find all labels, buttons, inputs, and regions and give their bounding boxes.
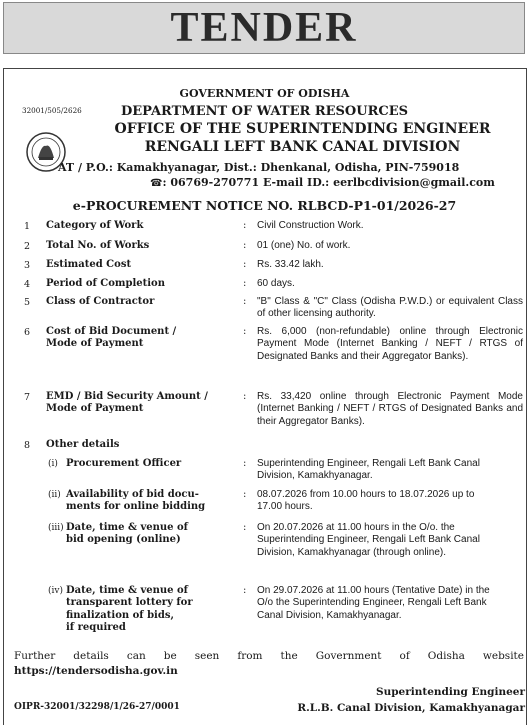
colon: :	[243, 240, 247, 251]
signatory-division: R.L.B. Canal Division, Kamakhyanagar	[297, 702, 525, 714]
item-number: 8	[24, 440, 31, 451]
item-label	[46, 391, 208, 415]
website-link[interactable]: https://tendersodisha.gov.in	[14, 665, 178, 677]
item-number: 1	[24, 221, 31, 232]
colon: :	[243, 278, 247, 289]
colon: :	[243, 326, 247, 337]
subitem-value: On 29.07.2026 at 11.00 hours (Tentative Date) in the O/o the Superintending Engineer, Rengali Left Bank Canal Division, Kamakhyanagar.	[257, 585, 490, 621]
item-label-line: Mode of Payment	[46, 403, 144, 414]
subitem-value: 08.07.2026 from 10.00 hours to 18.07.2026 up to 17.00 hours.	[257, 489, 475, 513]
subitem-label-line: bid opening (online)	[66, 534, 181, 546]
tender-banner	[3, 2, 525, 54]
item-value: Civil Construction Work.	[257, 220, 364, 231]
signatory-title: Superintending Engineer	[375, 686, 525, 698]
item-value: 01 (one) No. of work.	[257, 240, 351, 251]
item-number: 2	[24, 241, 31, 252]
subitem-value: Superintending Engineer, Rengali Left Bank Canal Division, Kamakhyanagar.	[257, 458, 480, 482]
office-heading: OFFICE OF THE SUPERINTENDING ENGINEER	[114, 121, 491, 137]
notice-number: e-PROCUREMENT NOTICE NO. RLBCD-P1-01/2026-27	[72, 198, 457, 213]
subitem-number: (iv)	[48, 586, 63, 596]
office-address: AT / P.O.: Kamakhyanagar, Dist.: Dhenkanal, Odisha, PIN-759018	[58, 161, 460, 174]
subitem-label-line: Date, time & venue of	[66, 585, 188, 596]
item-number: 5	[24, 297, 31, 308]
colon: :	[243, 391, 247, 402]
telephone-icon: ☎	[150, 178, 163, 189]
colon: :	[243, 522, 247, 533]
subitem-label-line: transparent lottery for	[66, 597, 193, 609]
subitem-label	[66, 489, 205, 514]
item-label: Other details	[46, 439, 120, 450]
colon: :	[243, 296, 247, 307]
subitem-number: (ii)	[48, 490, 61, 500]
item-label	[46, 326, 176, 350]
subitem-label-line: Date, time & venue of	[66, 522, 188, 533]
division-heading: RENGALI LEFT BANK CANAL DIVISION	[144, 139, 461, 155]
colon: :	[243, 489, 247, 500]
subitem-label	[66, 585, 193, 635]
subitem-label	[66, 522, 188, 547]
item-label-line: Mode of Payment	[46, 338, 144, 349]
department-heading: DEPARTMENT OF WATER RESOURCES	[120, 104, 409, 119]
item-number: 7	[24, 392, 31, 403]
reference-number: 32001/505/2626	[22, 106, 82, 115]
item-value: 60 days.	[257, 278, 295, 289]
item-label: Estimated Cost	[46, 259, 132, 270]
item-label: Category of Work	[46, 220, 144, 231]
subitem-label-line: Availability of bid docu-	[66, 489, 199, 500]
subitem-label-line: finalization of bids,	[66, 609, 174, 621]
item-number: 4	[24, 279, 31, 290]
subitem-number: (iii)	[48, 523, 64, 533]
subitem-label-line: if required	[66, 622, 126, 634]
banner-title: TENDER	[170, 5, 358, 51]
further-details: Further details can be seen from the Government of Odisha website	[14, 650, 524, 662]
item-label: Class of Contractor	[46, 296, 155, 307]
colon: :	[243, 458, 247, 469]
item-label: Period of Completion	[46, 278, 165, 289]
item-value: Rs. 33,420 online through Electronic Payment Mode (Internet Banking / NEFT / RTGS of Designated Banks and their Aggregator Banks).	[257, 391, 523, 427]
item-value: Rs. 33.42 lakh.	[257, 259, 324, 270]
contact-line	[150, 176, 495, 189]
colon: :	[243, 259, 247, 270]
item-number: 6	[24, 327, 31, 338]
item-label-line: Cost of Bid Document /	[46, 326, 177, 337]
item-value: Rs. 6,000 (non-refundable) online through Electronic Payment Mode (Internet Banking / NEFT / RTGS of Designated Banks and their Aggregator Banks).	[257, 326, 523, 362]
subitem-number: (i)	[48, 459, 58, 469]
colon: :	[243, 585, 247, 596]
item-number: 3	[24, 260, 31, 271]
item-value: "B" Class & "C" Class (Odisha P.W.D.) or equivalent Class of other licensing authority.	[257, 296, 523, 320]
item-label: Total No. of Works	[46, 240, 150, 251]
subitem-label-line: ments for online bidding	[66, 501, 206, 513]
oipr-number: OIPR-32001/32298/1/26-27/0001	[14, 702, 180, 712]
subitem-value: On 20.07.2026 at 11.00 hours in the O/o. the Superintending Engineer, Rengali Left Bank Canal Division, Kamakhyanagar (through online).	[257, 522, 480, 558]
subitem-label: Procurement Officer	[66, 458, 182, 469]
govt-heading: GOVERNMENT OF ODISHA	[179, 87, 350, 100]
item-label-line: EMD / Bid Security Amount /	[46, 391, 208, 402]
colon: :	[243, 220, 247, 231]
contact-text: : 06769-270771 E-mail ID.: eerlbcdivision@gmail.com	[162, 176, 495, 189]
